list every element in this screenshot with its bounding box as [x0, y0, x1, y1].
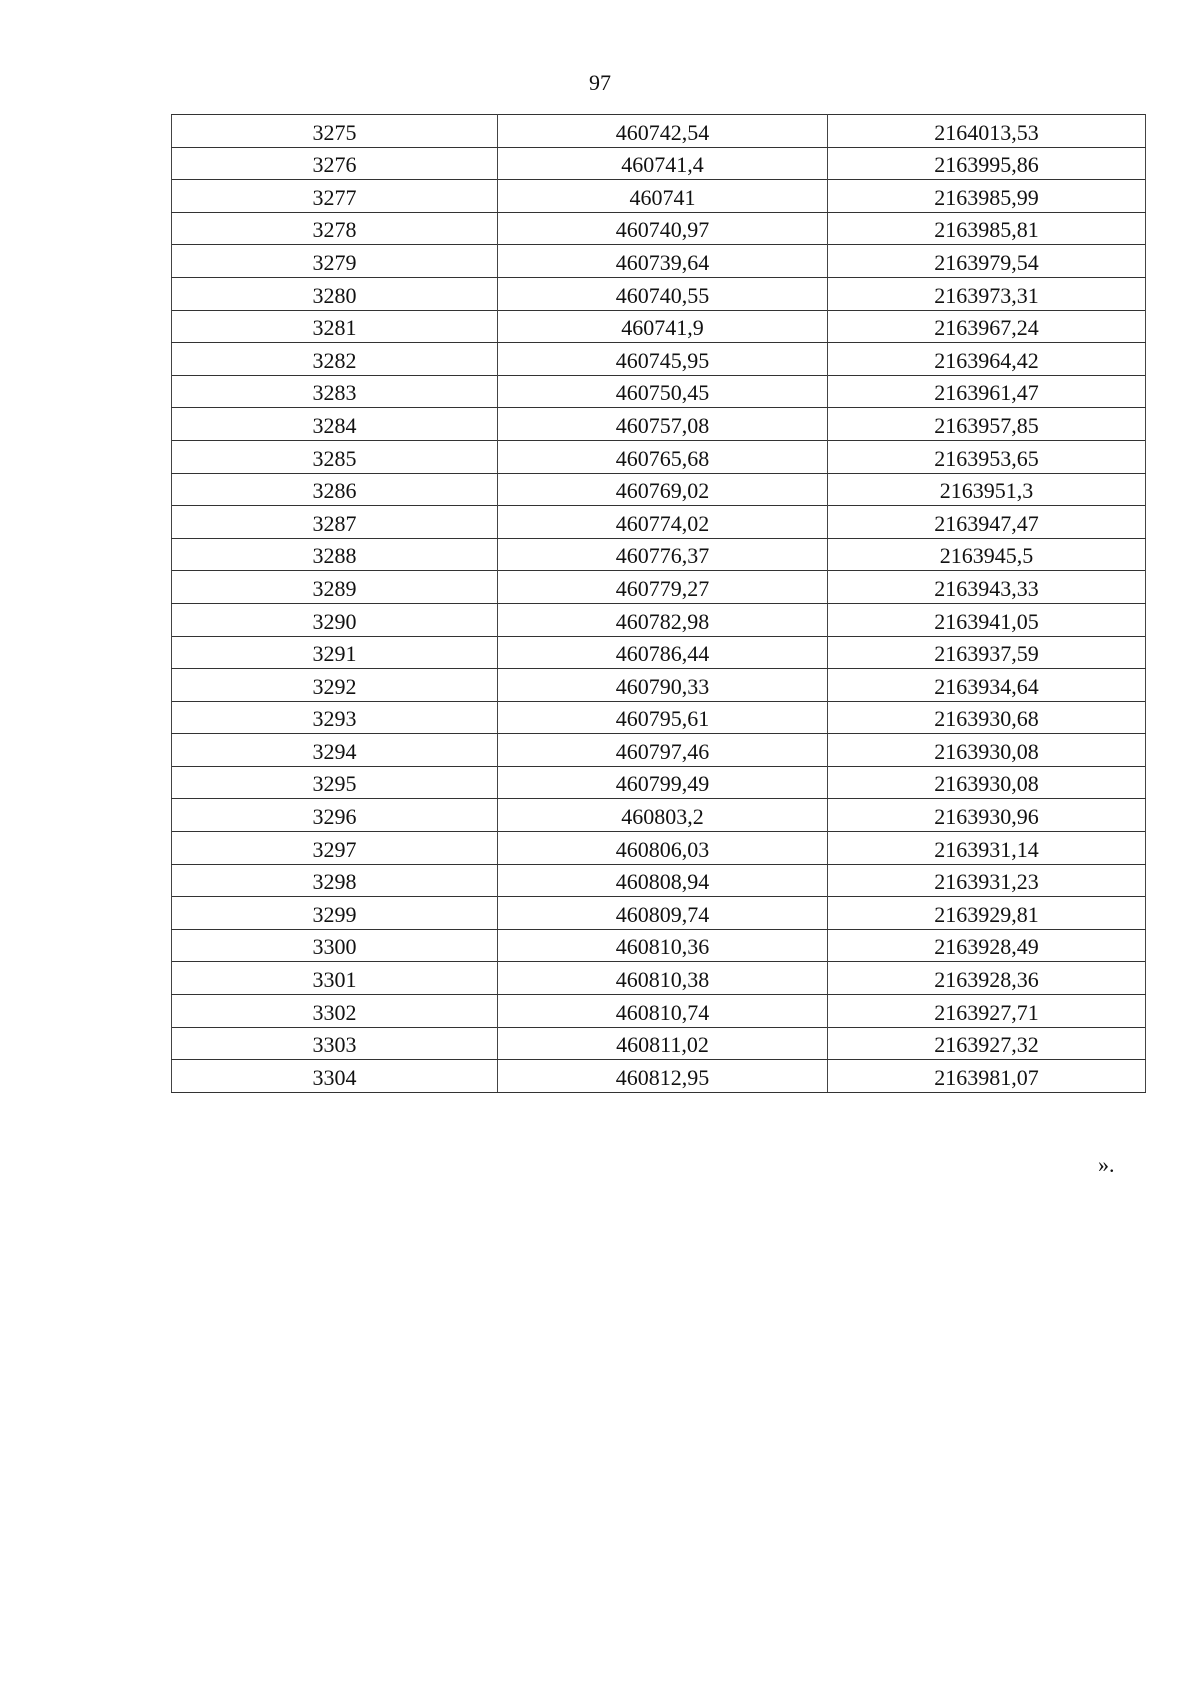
cell-value: 460803,2 — [621, 804, 704, 830]
point-number-cell — [172, 603, 498, 636]
coordinates-table — [171, 114, 1146, 1093]
x-coordinate-cell — [498, 115, 828, 148]
cell-value: 2163927,32 — [934, 1032, 1039, 1058]
table-row — [172, 115, 1146, 148]
cell-value: 3285 — [312, 445, 357, 471]
point-number-cell — [172, 343, 498, 376]
table-row — [172, 473, 1146, 506]
y-coordinate-cell — [828, 245, 1146, 278]
x-coordinate-cell — [498, 766, 828, 799]
point-number-cell — [172, 669, 498, 702]
x-coordinate-cell — [498, 799, 828, 832]
cell-value: 3294 — [312, 738, 357, 764]
cell-value: 3283 — [312, 380, 357, 406]
cell-value: 460786,44 — [615, 641, 710, 667]
table-row — [172, 506, 1146, 539]
cell-value: 2163930,08 — [934, 771, 1039, 797]
point-number-cell — [172, 929, 498, 962]
cell-value: 3284 — [312, 412, 357, 438]
point-number-cell — [172, 506, 498, 539]
point-number-cell — [172, 897, 498, 930]
closing-quote-mark: ». — [1098, 1152, 1115, 1177]
table-row — [172, 1060, 1146, 1093]
cell-value: 3275 — [312, 119, 357, 145]
table-row — [172, 701, 1146, 734]
cell-value: 460782,98 — [615, 608, 710, 634]
cell-value: 3291 — [312, 641, 357, 667]
cell-value: 2163953,65 — [934, 445, 1039, 471]
y-coordinate-cell — [828, 408, 1146, 441]
cell-value: 2163934,64 — [934, 673, 1039, 699]
cell-value: 2163979,54 — [934, 249, 1039, 275]
point-number-cell — [172, 962, 498, 995]
y-coordinate-cell — [828, 1060, 1146, 1093]
x-coordinate-cell — [498, 701, 828, 734]
cell-value: 3286 — [312, 478, 357, 504]
cell-value: 3295 — [312, 771, 357, 797]
y-coordinate-cell — [828, 962, 1146, 995]
table-row — [172, 343, 1146, 376]
x-coordinate-cell — [498, 310, 828, 343]
x-coordinate-cell — [498, 277, 828, 310]
x-coordinate-cell — [498, 897, 828, 930]
table-row — [172, 799, 1146, 832]
y-coordinate-cell — [828, 734, 1146, 767]
y-coordinate-cell — [828, 897, 1146, 930]
cell-value: 3289 — [312, 575, 357, 601]
y-coordinate-cell — [828, 929, 1146, 962]
cell-value: 2163957,85 — [934, 412, 1039, 438]
y-coordinate-cell — [828, 1027, 1146, 1060]
cell-value: 2163961,47 — [934, 380, 1039, 406]
y-coordinate-cell — [828, 375, 1146, 408]
y-coordinate-cell — [828, 343, 1146, 376]
point-number-cell — [172, 212, 498, 245]
cell-value: 3287 — [312, 510, 357, 536]
cell-value: 3296 — [312, 804, 357, 830]
cell-value: 3297 — [312, 836, 357, 862]
table-row — [172, 310, 1146, 343]
point-number-cell — [172, 408, 498, 441]
cell-value: 460740,55 — [615, 282, 710, 308]
cell-value: 2163964,42 — [934, 347, 1039, 373]
y-coordinate-cell — [828, 538, 1146, 571]
table-row — [172, 375, 1146, 408]
point-number-cell — [172, 832, 498, 865]
cell-value: 2163985,99 — [934, 184, 1039, 210]
point-number-cell — [172, 636, 498, 669]
point-number-cell — [172, 766, 498, 799]
cell-value: 2163937,59 — [934, 641, 1039, 667]
x-coordinate-cell — [498, 929, 828, 962]
x-coordinate-cell — [498, 603, 828, 636]
table-row — [172, 603, 1146, 636]
cell-value: 460810,36 — [615, 934, 710, 960]
x-coordinate-cell — [498, 864, 828, 897]
y-coordinate-cell — [828, 115, 1146, 148]
cell-value: 2163931,14 — [934, 836, 1039, 862]
cell-value: 3299 — [312, 901, 357, 927]
cell-value: 460799,49 — [615, 771, 710, 797]
cell-value: 460750,45 — [615, 380, 710, 406]
table-row — [172, 440, 1146, 473]
cell-value: 460765,68 — [615, 445, 710, 471]
y-coordinate-cell — [828, 147, 1146, 180]
point-number-cell — [172, 375, 498, 408]
table-row — [172, 929, 1146, 962]
point-number-cell — [172, 864, 498, 897]
cell-value: 2163931,23 — [934, 869, 1039, 895]
x-coordinate-cell — [498, 669, 828, 702]
cell-value: 2164013,53 — [934, 119, 1039, 145]
cell-value: 2163930,68 — [934, 706, 1039, 732]
table-row — [172, 636, 1146, 669]
point-number-cell — [172, 440, 498, 473]
cell-value: 3281 — [312, 315, 357, 341]
cell-value: 3290 — [312, 608, 357, 634]
x-coordinate-cell — [498, 245, 828, 278]
x-coordinate-cell — [498, 995, 828, 1028]
cell-value: 2163929,81 — [934, 901, 1039, 927]
y-coordinate-cell — [828, 277, 1146, 310]
cell-value: 460776,37 — [615, 543, 710, 569]
cell-value: 2163928,49 — [934, 934, 1039, 960]
cell-value: 3278 — [312, 217, 357, 243]
x-coordinate-cell — [498, 1060, 828, 1093]
point-number-cell — [172, 571, 498, 604]
table-row — [172, 766, 1146, 799]
point-number-cell — [172, 245, 498, 278]
cell-value: 3292 — [312, 673, 357, 699]
cell-value: 3288 — [312, 543, 357, 569]
x-coordinate-cell — [498, 962, 828, 995]
y-coordinate-cell — [828, 832, 1146, 865]
table-row — [172, 669, 1146, 702]
cell-value: 460740,97 — [615, 217, 710, 243]
x-coordinate-cell — [498, 408, 828, 441]
cell-value: 2163981,07 — [934, 1064, 1039, 1090]
table-row — [172, 538, 1146, 571]
cell-value: 3301 — [312, 967, 357, 993]
x-coordinate-cell — [498, 180, 828, 213]
table-row — [172, 245, 1146, 278]
table-row — [172, 832, 1146, 865]
cell-value: 3300 — [312, 934, 357, 960]
y-coordinate-cell — [828, 310, 1146, 343]
cell-value: 3302 — [312, 999, 357, 1025]
point-number-cell — [172, 734, 498, 767]
cell-value: 460809,74 — [615, 901, 710, 927]
x-coordinate-cell — [498, 538, 828, 571]
cell-value: 2163947,47 — [934, 510, 1039, 536]
cell-value: 2163945,5 — [939, 543, 1034, 569]
coordinates-table-body — [172, 115, 1146, 1093]
cell-value: 460812,95 — [615, 1064, 710, 1090]
table-row — [172, 995, 1146, 1028]
cell-value: 2163928,36 — [934, 967, 1039, 993]
cell-value: 2163951,3 — [939, 478, 1034, 504]
cell-value: 2163985,81 — [934, 217, 1039, 243]
cell-value: 460808,94 — [615, 869, 710, 895]
cell-value: 2163943,33 — [934, 575, 1039, 601]
point-number-cell — [172, 1060, 498, 1093]
cell-value: 460742,54 — [615, 119, 710, 145]
y-coordinate-cell — [828, 506, 1146, 539]
cell-value: 460774,02 — [615, 510, 710, 536]
cell-value: 2163930,08 — [934, 738, 1039, 764]
table-row — [172, 962, 1146, 995]
x-coordinate-cell — [498, 571, 828, 604]
y-coordinate-cell — [828, 603, 1146, 636]
point-number-cell — [172, 995, 498, 1028]
point-number-cell — [172, 180, 498, 213]
y-coordinate-cell — [828, 212, 1146, 245]
y-coordinate-cell — [828, 995, 1146, 1028]
cell-value: 3303 — [312, 1032, 357, 1058]
cell-value: 460745,95 — [615, 347, 710, 373]
cell-value: 460811,02 — [616, 1032, 709, 1058]
y-coordinate-cell — [828, 701, 1146, 734]
x-coordinate-cell — [498, 147, 828, 180]
x-coordinate-cell — [498, 832, 828, 865]
x-coordinate-cell — [498, 343, 828, 376]
table-row — [172, 212, 1146, 245]
y-coordinate-cell — [828, 636, 1146, 669]
cell-value: 460769,02 — [615, 478, 710, 504]
table-row — [172, 1027, 1146, 1060]
cell-value: 460741,4 — [621, 152, 704, 178]
table-row — [172, 897, 1146, 930]
x-coordinate-cell — [498, 212, 828, 245]
cell-value: 3276 — [312, 152, 357, 178]
cell-value: 3282 — [312, 347, 357, 373]
cell-value: 3304 — [312, 1064, 357, 1090]
cell-value: 2163927,71 — [934, 999, 1039, 1025]
point-number-cell — [172, 538, 498, 571]
cell-value: 460810,38 — [615, 967, 710, 993]
x-coordinate-cell — [498, 473, 828, 506]
cell-value: 2163967,24 — [934, 315, 1039, 341]
y-coordinate-cell — [828, 571, 1146, 604]
table-row — [172, 277, 1146, 310]
x-coordinate-cell — [498, 440, 828, 473]
x-coordinate-cell — [498, 734, 828, 767]
table-row — [172, 864, 1146, 897]
point-number-cell — [172, 1027, 498, 1060]
cell-value: 3277 — [312, 184, 357, 210]
y-coordinate-cell — [828, 180, 1146, 213]
cell-value: 460810,74 — [615, 999, 710, 1025]
cell-value: 460757,08 — [615, 412, 710, 438]
y-coordinate-cell — [828, 440, 1146, 473]
x-coordinate-cell — [498, 636, 828, 669]
cell-value: 3279 — [312, 249, 357, 275]
cell-value: 3298 — [312, 869, 357, 895]
cell-value: 460790,33 — [615, 673, 710, 699]
x-coordinate-cell — [498, 375, 828, 408]
point-number-cell — [172, 473, 498, 506]
y-coordinate-cell — [828, 799, 1146, 832]
point-number-cell — [172, 701, 498, 734]
point-number-cell — [172, 277, 498, 310]
point-number-cell — [172, 147, 498, 180]
cell-value: 2163941,05 — [934, 608, 1039, 634]
point-number-cell — [172, 310, 498, 343]
y-coordinate-cell — [828, 864, 1146, 897]
table-row — [172, 147, 1146, 180]
cell-value: 460739,64 — [615, 249, 710, 275]
cell-value: 460741,9 — [621, 315, 704, 341]
table-row — [172, 734, 1146, 767]
table-row — [172, 571, 1146, 604]
cell-value: 3293 — [312, 706, 357, 732]
cell-value: 2163973,31 — [934, 282, 1039, 308]
cell-value: 460795,61 — [615, 706, 710, 732]
table-row — [172, 180, 1146, 213]
y-coordinate-cell — [828, 766, 1146, 799]
cell-value: 460797,46 — [615, 738, 710, 764]
table-row — [172, 408, 1146, 441]
cell-value: 460741 — [629, 184, 696, 210]
x-coordinate-cell — [498, 1027, 828, 1060]
cell-value: 2163995,86 — [934, 152, 1039, 178]
point-number-cell — [172, 799, 498, 832]
page-number: 97 — [589, 70, 611, 95]
cell-value: 3280 — [312, 282, 357, 308]
x-coordinate-cell — [498, 506, 828, 539]
y-coordinate-cell — [828, 669, 1146, 702]
y-coordinate-cell — [828, 473, 1146, 506]
cell-value: 460779,27 — [615, 575, 710, 601]
point-number-cell — [172, 115, 498, 148]
cell-value: 460806,03 — [615, 836, 710, 862]
cell-value: 2163930,96 — [934, 804, 1039, 830]
